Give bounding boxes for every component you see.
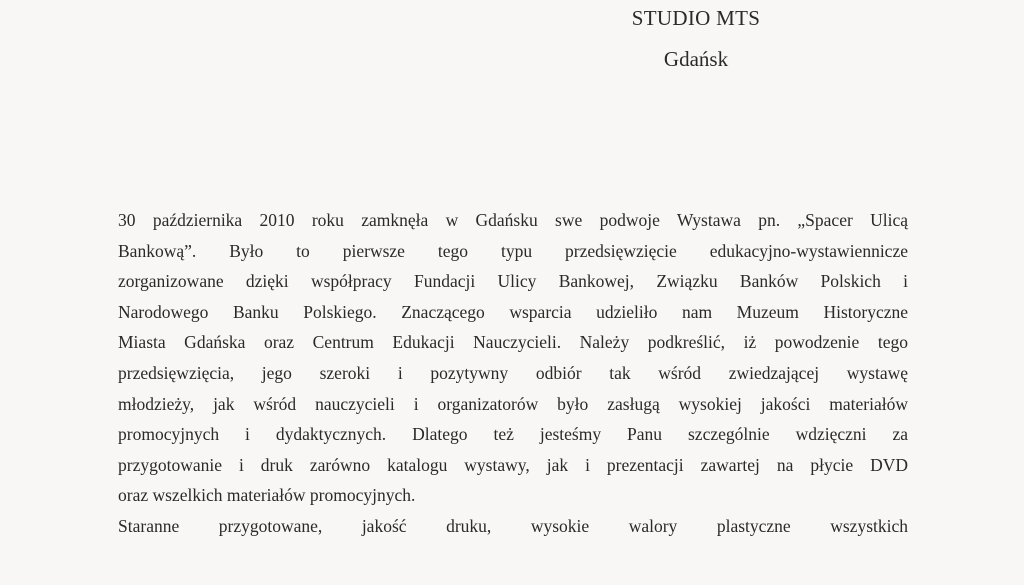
company-name: STUDIO MTS: [631, 6, 761, 30]
letter-line: Narodowego Banku Polskiego. Znaczącego wsparcia udzieliło nam Muzeum Historyczne: [118, 301, 908, 322]
letter-body: [118, 205, 908, 542]
letter-line: Miasta Gdańska oraz Centrum Edukacji Nauczycieli. Należy podkreślić, iż powodzenie tego: [118, 332, 908, 353]
letter-line: oraz wszelkich materiałów promocyjnych.: [118, 485, 416, 506]
company-city: Gdańsk: [663, 47, 729, 71]
letter-line: Staranne przygotowane, jakość druku, wysokie walory plastyczne wszystkich: [118, 515, 908, 536]
letter-line: promocyjnych i dydaktycznych. Dlatego też jesteśmy Panu szczególnie wdzięczni za: [118, 424, 908, 445]
letter-line: 30 października 2010 roku zamknęła w Gdańsku swe podwoje Wystawa pn. „Spacer Ulicą: [118, 210, 908, 230]
letter-line: Bankową”. Było to pierwsze tego typu przedsięwzięcie edukacyjno-wystawiennicze: [118, 240, 908, 261]
letter-line: przedsięwzięcia, jego szeroki i pozytywny odbiór tak wśród zwiedzającej wystawę: [118, 362, 908, 383]
letter-line: młodzieży, jak wśród nauczycieli i organizatorów było zasługą wysokiej jakości materiałów: [118, 393, 908, 414]
letter-line: zorganizowane dzięki współpracy Fundacji Ulicy Bankowej, Związku Banków Polskich i: [118, 271, 908, 292]
letter-line: przygotowanie i druk zarówno katalogu wystawy, jak i prezentacji zawartej na płycie DVD: [118, 454, 908, 475]
